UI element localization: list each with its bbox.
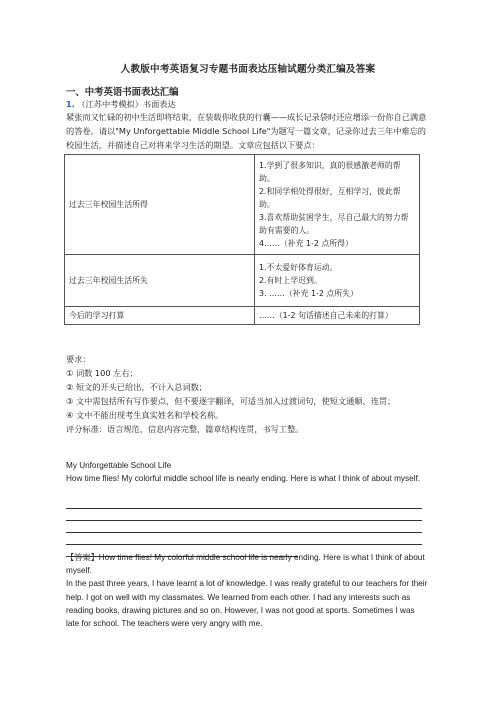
table-point: 2.有时上学迟到。 — [259, 276, 322, 285]
answer-paragraph — [66, 551, 428, 577]
table-point: 1.不太爱好体育运动。 — [259, 263, 338, 272]
table-row-points — [255, 255, 420, 307]
table-point: 3.喜欢帮助贫困学生，尽自己最大的努力帮助有需要的人。 — [259, 213, 409, 235]
table-row-label: 今后的学习打算 — [65, 307, 255, 325]
essay-title: My Unforgettable School Life — [66, 461, 172, 470]
question-intro: 紧张而又忙碌的初中生活即将结束，在装载你收获的行囊——成长记录袋时还应增添一份你自己满意的答卷。请以"My Unforgettable Middle School Life"为题写一篇文章，记录你过去三年中难忘的校园生活，并描述自己对将来学习生活的期望。文章应包括以下要点： — [66, 112, 427, 150]
scoring-criteria: 评分标准：语言规范，信息内容完整，篇章结构连贯，书写工整。 — [66, 424, 304, 434]
question-line — [66, 97, 428, 111]
writing-lines — [66, 497, 422, 557]
answer-tag: 【答案】 — [66, 553, 99, 562]
requirements-list — [66, 352, 428, 436]
requirements-table — [64, 154, 420, 325]
table-row-points — [255, 155, 420, 255]
table-point: 4……（补充 1-2 点所得） — [259, 239, 353, 248]
answer-paragraph: In the past three years, I have learnt a lot of knowledge. I was really grateful to our teachers for their help. I got on well with my classmates. We learned from each other. I had any interests such as reading books, drawing pictures and so on. However, I was not good at sports. Sometimes I was late for school. The teachers were very angry with me. — [66, 579, 428, 629]
essay-block — [66, 459, 426, 485]
table-row-points — [255, 307, 420, 325]
table-row-label: 过去三年校园生活所失 — [65, 255, 255, 307]
table-row — [65, 307, 420, 325]
writing-line — [66, 521, 422, 533]
table-row-label: 过去三年校园生活所得 — [65, 155, 255, 255]
requirement-item: ④ 文中不能出现考生真实姓名和学校名称。 — [66, 410, 224, 420]
answer-block — [66, 551, 428, 630]
writing-line — [66, 533, 422, 545]
requirement-item: ① 词数 100 左右； — [66, 368, 138, 378]
answer-paragraph-text: How time flies! My colorful middle school life is nearly ending. Here is what I think of about myself. — [66, 553, 425, 576]
section-heading: 一、中考英语书面表达汇编 — [66, 87, 179, 98]
table-row — [65, 155, 420, 255]
writing-line — [66, 509, 422, 521]
requirement-item: ② 短文的开头已给出，不计入总词数； — [66, 382, 207, 392]
essay-opening: How time flies! My colorful middle school life is nearly ending. Here is what I think of about myself. — [66, 474, 421, 483]
question-number: 1. — [66, 99, 75, 109]
table-point: ……（1-2 句话描述自己未来的打算） — [259, 311, 393, 320]
document-title: 人教版中考英语复习专题书面表达压轴试题分类汇编及答案 — [120, 64, 376, 75]
writing-line — [66, 497, 422, 509]
requirement-item: ③ 文中需包括所有写作要点，但不要逐字翻译，可适当加入过渡词句，使短文通顺、连贯； — [66, 396, 396, 406]
requirements-heading: 要求： — [66, 354, 91, 364]
table-row — [65, 255, 420, 307]
table-point: 2.和同学相处得很好，互相学习，彼此帮助。 — [259, 187, 401, 209]
table-point: 1.学到了很多知识，真的很感激老师的帮助。 — [259, 161, 401, 183]
table-point: 3. ……（补充 1-2 点所失） — [259, 289, 358, 298]
question-source: （江苏中考模拟）书面表达 — [77, 99, 176, 109]
